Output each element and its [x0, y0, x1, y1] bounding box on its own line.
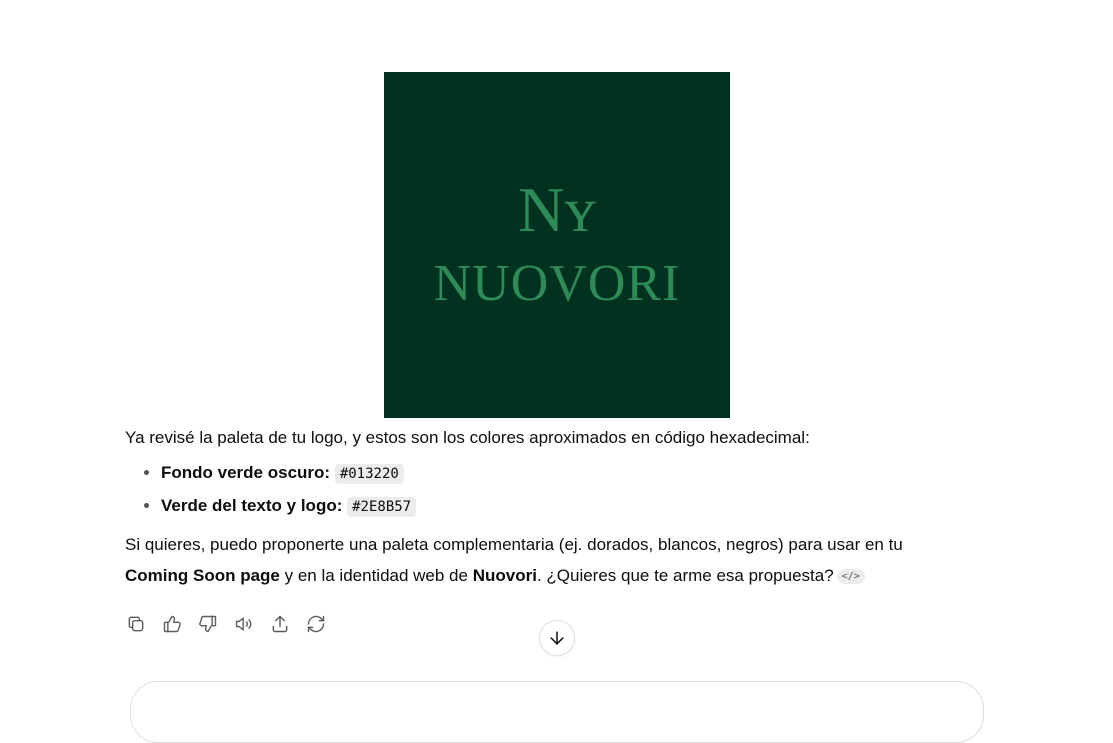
message-intro: Ya revisé la paleta de tu logo, y estos son los colores aproximados en código hexadecimal: — [125, 428, 810, 447]
message-follow-up — [125, 529, 965, 591]
follow-up-text: y en la identidad web de — [279, 566, 473, 585]
arrow-down-icon — [547, 628, 567, 648]
thumbs-up-icon — [162, 614, 182, 634]
color-item-background — [161, 457, 965, 490]
color-list — [125, 457, 965, 523]
thumbs-up-button[interactable] — [160, 612, 184, 636]
assistant-message — [125, 425, 965, 591]
code-chip[interactable]: </> — [837, 569, 865, 584]
read-aloud-icon — [234, 614, 254, 634]
follow-up-text: . ¿Quieres que te arme esa propuesta? — [536, 566, 834, 585]
follow-up-bold: Coming Soon page — [125, 566, 280, 585]
color-code: #2E8B57 — [347, 497, 416, 517]
message-actions — [124, 612, 328, 636]
regenerate-icon — [306, 614, 326, 634]
logo-monogram: Nʏ — [518, 174, 596, 245]
message-composer[interactable] — [130, 681, 984, 743]
read-aloud-button[interactable] — [232, 612, 256, 636]
thumbs-down-icon — [198, 614, 218, 634]
logo-wordmark: NUOVORI — [433, 255, 681, 312]
copy-icon — [126, 614, 146, 634]
color-label: Fondo verde oscuro: — [161, 463, 331, 482]
regenerate-button[interactable] — [304, 612, 328, 636]
color-code: #013220 — [335, 464, 404, 484]
share-icon — [270, 614, 290, 634]
uploaded-logo-image[interactable] — [384, 72, 730, 418]
thumbs-down-button[interactable] — [196, 612, 220, 636]
follow-up-bold: Nuovori — [472, 566, 537, 585]
scroll-to-bottom-button[interactable] — [539, 620, 575, 656]
color-item-text — [161, 490, 965, 523]
follow-up-text: Si quieres, puedo proponerte una paleta complementaria (ej. dorados, blancos, negros) para usar en tu — [125, 535, 903, 554]
copy-button[interactable] — [124, 612, 148, 636]
share-button[interactable] — [268, 612, 292, 636]
color-label: Verde del texto y logo: — [161, 496, 343, 515]
